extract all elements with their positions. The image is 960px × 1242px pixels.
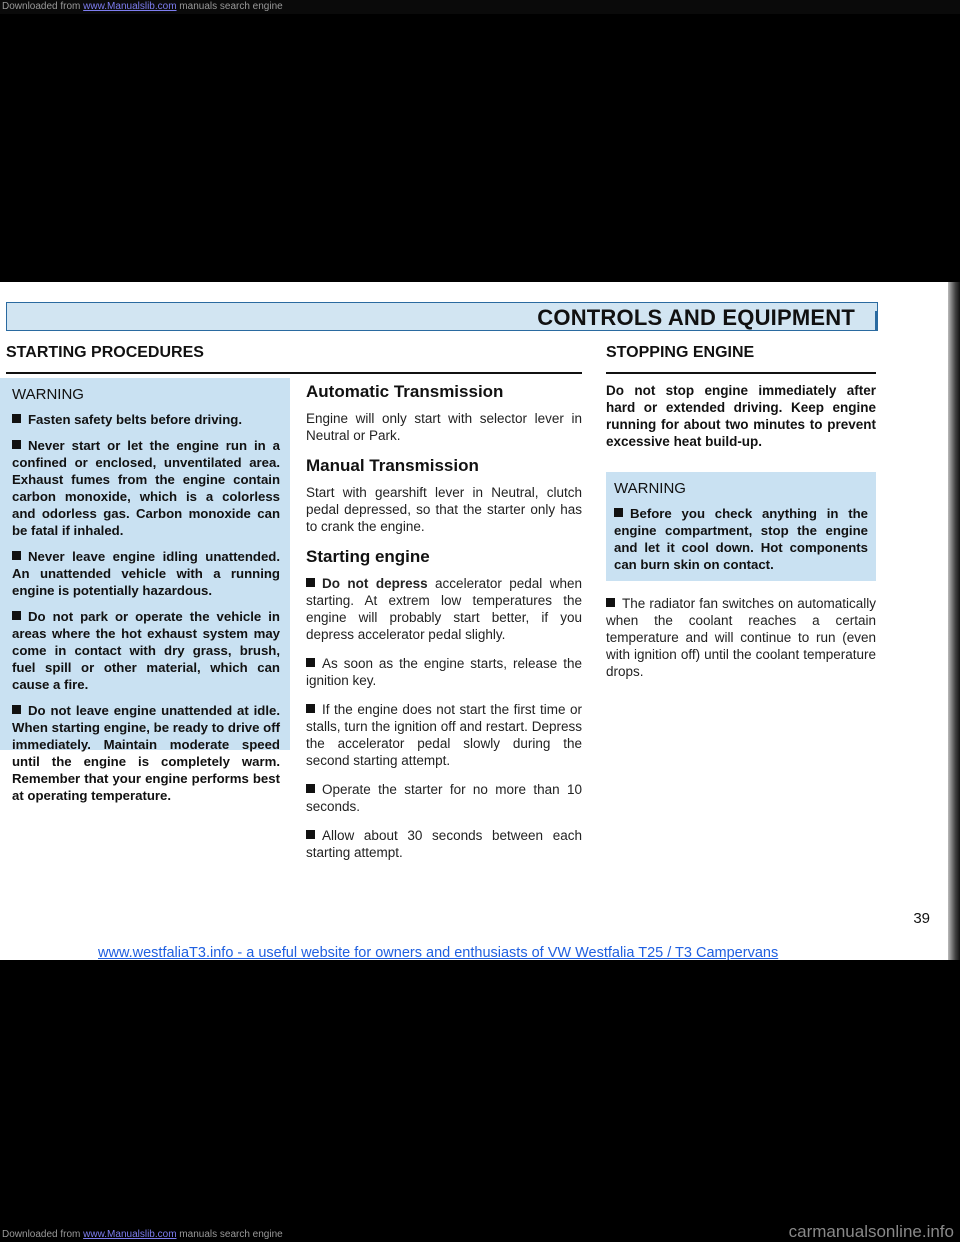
warning-box-starting	[0, 378, 290, 803]
bullet-icon	[606, 598, 615, 607]
stopping-column	[606, 382, 876, 692]
warning-item-text: Before you check anything in the engine compartment, stop the engine and let it cool down. Hot components can burn skin on contact.	[614, 506, 868, 572]
starting-item-text: As soon as the engine starts, release the ignition key.	[306, 656, 582, 688]
top-download-banner	[0, 0, 960, 14]
bullet-icon	[306, 578, 315, 587]
starting-item-text: accelerator pedal when starting. At extrem low temperatures the engine will probably start better, if you depress accelerator pedal slighly.	[306, 576, 582, 642]
section-title-starting: STARTING PROCEDURES	[6, 344, 204, 361]
warning-item	[12, 411, 280, 428]
starting-item-bold: Do not depress	[322, 576, 428, 591]
bullet-icon	[614, 508, 623, 517]
manual-text: Start with gearshift lever in Neutral, clutch pedal depressed, so that the starter only has to crank the engine.	[306, 485, 582, 534]
westfalia-footer-link[interactable]: www.westfaliaT3.info - a useful website for owners and enthusiasts of VW Westfalia T25 / T3 Campervans	[98, 945, 779, 960]
bullet-icon	[12, 611, 21, 620]
manual-heading: Manual Transmission	[306, 456, 479, 475]
starting-item	[306, 575, 582, 643]
bullet-icon	[12, 414, 21, 423]
header-notch	[875, 311, 878, 330]
banner-suffix: manuals search engine	[176, 1229, 283, 1240]
bullet-icon	[306, 784, 315, 793]
page-spine-edge	[948, 282, 960, 960]
chapter-title: CONTROLS AND EQUIPMENT	[537, 305, 855, 330]
radiator-fan-text	[606, 595, 876, 680]
radiator-fan-text-content: The radiator fan switches on automatically when the coolant reaches a certain temperature and will continue to run (even with ignition off) until the coolant temperature drops.	[606, 596, 876, 679]
bullet-icon	[306, 830, 315, 839]
warning-item-text: Do not leave engine unattended at idle. When starting engine, be ready to drive off immediately. Maintain moderate speed until the engine is completely warm. Remember that your engine performs best at operating temperature.	[12, 703, 280, 803]
starting-item-text: If the engine does not start the first time or stalls, turn the ignition off and restart. Depress the accelerator pedal slowly during the second starting attempt.	[306, 702, 582, 768]
banner-suffix: manuals search engine	[176, 1, 283, 12]
starting-item	[306, 827, 582, 861]
starting-engine-heading: Starting engine	[306, 547, 430, 566]
section-rule-starting	[6, 372, 582, 374]
warning-item-text: Never leave engine idling unattended. An unattended vehicle with a running engine is potentially hazardous.	[12, 549, 280, 598]
starting-item	[306, 655, 582, 689]
warning-item	[614, 505, 868, 573]
warning-heading: WARNING	[614, 480, 686, 497]
stopping-lead: Do not stop engine immediately after hard or extended driving. Keep engine running for about two minutes to prevent excessive heat build-up.	[606, 383, 876, 449]
section-title-stopping: STOPPING ENGINE	[606, 344, 755, 361]
automatic-text: Engine will only start with selector lever in Neutral or Park.	[306, 411, 582, 443]
banner-prefix: Downloaded from	[2, 1, 84, 12]
warning-item-text: Do not park or operate the vehicle in areas where the hot exhaust system may come in contact with dry grass, brush, fuel spill or other material, which can cause a fire.	[12, 609, 280, 692]
manual-page	[0, 282, 948, 960]
bullet-icon	[12, 551, 21, 560]
chapter-header-bar	[6, 302, 878, 331]
bullet-icon	[306, 658, 315, 667]
carmanualsonline-watermark: carmanualsonline.info	[788, 1222, 954, 1241]
section-rule-stopping	[606, 372, 876, 374]
bullet-icon	[12, 705, 21, 714]
warning-item-text: Never start or let the engine run in a confined or enclosed, unventilated area. Exhaust fumes from the engine contain carbon monoxide, which is a colorless and odorless gas. Carbon monoxide can be fatal if inhaled.	[12, 438, 280, 538]
manualslib-link[interactable]: www.Manualslib.com	[83, 1229, 177, 1240]
warning-heading: WARNING	[12, 386, 84, 403]
automatic-heading: Automatic Transmission	[306, 382, 504, 401]
banner-prefix: Downloaded from	[2, 1229, 84, 1240]
starting-item	[306, 701, 582, 769]
manualslib-link[interactable]: www.Manualslib.com	[83, 1, 177, 12]
warning-item	[12, 548, 280, 599]
warning-box-stopping	[606, 472, 876, 581]
transmission-column	[306, 382, 582, 873]
warning-item	[12, 608, 280, 693]
warning-item	[12, 702, 280, 804]
starting-item-text: Operate the starter for no more than 10 seconds.	[306, 782, 582, 814]
starting-item-text: Allow about 30 seconds between each starting attempt.	[306, 828, 582, 860]
warning-item	[12, 437, 280, 539]
bullet-icon	[306, 704, 315, 713]
starting-item	[306, 781, 582, 815]
warning-item-text: Fasten safety belts before driving.	[28, 412, 242, 427]
bullet-icon	[12, 440, 21, 449]
page-number: 39	[913, 910, 930, 927]
